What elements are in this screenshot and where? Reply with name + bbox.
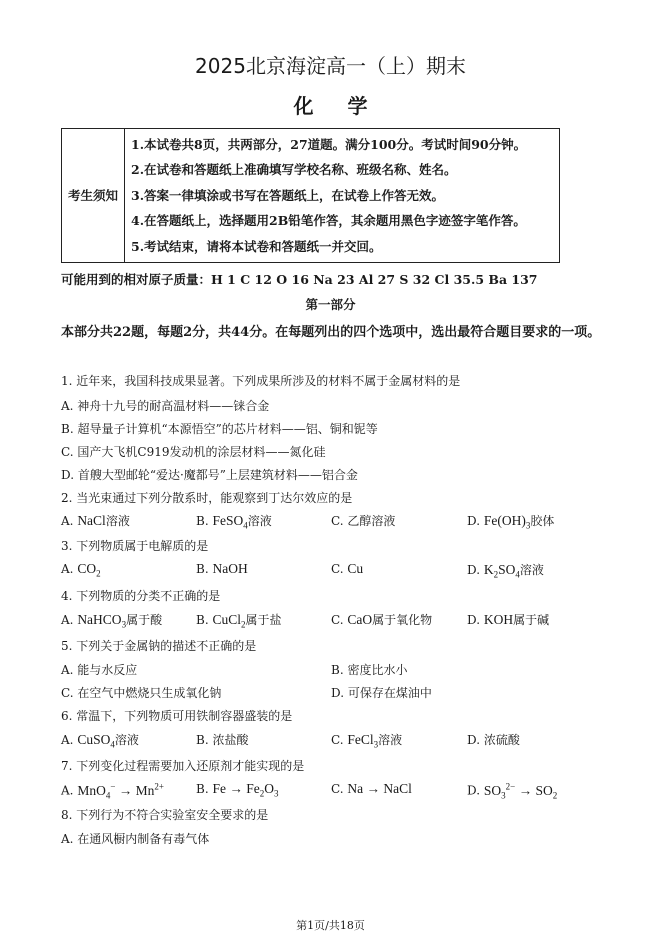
notice-item: 5.考试结束，请将本试卷和答题纸一并交回。 (131, 238, 382, 254)
notice-label: 考生须知 (62, 129, 125, 263)
question-6-option-a: A. CuSO$_4$溶液 (61, 732, 139, 750)
question-1-option-d: D. 首艘大型邮轮“爱达·魔都号”上层建筑材料——铝合金 (61, 468, 358, 482)
page-footer: 第1页/共18页 (296, 919, 365, 932)
notice-item: 3.答案一律填涂或书写在答题纸上，在试卷上作答无效。 (131, 187, 445, 203)
question-2-option-b: B. FeSO$_4$溶液 (196, 513, 272, 531)
question-5-option-a: A. 能与水反应 (61, 663, 138, 677)
question-7-option-a: A. $MnO_4^- \to Mn^{2+}$ (61, 781, 164, 801)
question-7-stem: 7. 下列变化过程需要加入还原剂才能实现的是 (61, 759, 305, 773)
question-4-option-a: A. NaHCO$_3$属于酸 (61, 612, 163, 630)
notice-item: 2.在试卷和答题纸上准确填写学校名称、班级名称、姓名。 (131, 162, 457, 178)
notice-content (125, 129, 560, 263)
part-title: 第一部分 (305, 297, 356, 312)
question-4-option-d: D. KOH属于碱 (467, 612, 550, 627)
notice-item: 4.在答题纸上，选择题用2B铅笔作答，其余题用黑色字迹签字笔作答。 (131, 213, 526, 229)
question-2-option-d: D. $Fe(OH)_3$胶体 (467, 513, 555, 531)
question-3-option-b: B. NaOH (196, 561, 248, 576)
question-6-option-b: B. 浓盐酸 (196, 733, 249, 747)
question-6-option-d: D. 浓硫酸 (467, 733, 520, 747)
question-5-option-d: D. 可保存在煤油中 (331, 686, 432, 700)
exam-title: 2025北京海淀高一（上）期末 (195, 54, 466, 78)
question-4-option-c: C. CaO属于氧化物 (331, 612, 433, 627)
question-2-option-c: C. 乙醇溶液 (331, 514, 396, 528)
question-3-option-a: A. $CO_2$ (61, 561, 101, 579)
question-5-option-b: B. 密度比水小 (331, 663, 408, 677)
question-6-option-c: C. FeCl$_3$溶液 (331, 732, 403, 750)
subject-title: 化学 (293, 94, 402, 118)
question-2-stem: 2. 当光束通过下列分散系时，能观察到丁达尔效应的是 (61, 491, 353, 505)
question-1-option-b: B. 超导量子计算机“本源悟空”的芯片材料——铝、铜和铌等 (61, 422, 378, 436)
notice-item: 1.本试卷共8页，共两部分，27道题。满分100分。考试时间90分钟。 (131, 137, 527, 152)
question-3-stem: 3. 下列物质属于电解质的是 (61, 539, 209, 553)
question-1-stem: 1. 近年来，我国科技成果显著。下列成果所涉及的材料不属于金属材料的是 (61, 374, 461, 388)
question-4-option-b: B. CuCl$_2$属于盐 (196, 612, 282, 630)
question-1-option-a: A. 神舟十九号的耐高温材料——铼合金 (61, 399, 270, 413)
question-5-stem: 5. 下列关于金属钠的描述不正确的是 (61, 639, 257, 653)
question-2-option-a: A. NaCl溶液 (61, 513, 130, 528)
question-7-option-b: B. $Fe \to Fe_2O_3$ (196, 781, 279, 799)
question-8-option-a: A. 在通风橱内制备有毒气体 (61, 832, 210, 846)
question-7-option-d: D. $SO_3^{2-} \to SO_2$ (467, 781, 558, 801)
notice-box (61, 128, 560, 263)
question-3-option-c: C. Cu (331, 561, 364, 576)
question-8-stem: 8. 下列行为不符合实验室安全要求的是 (61, 808, 269, 822)
question-3-option-d: D. $K_2SO_4$溶液 (467, 562, 544, 580)
question-1-option-c: C. 国产大飞机C919发动机的涂层材料——氮化硅 (61, 445, 326, 459)
question-5-option-c: C. 在空气中燃烧只生成氧化钠 (61, 686, 222, 700)
section-instructions: 本部分共22题，每题2分，共44分。在每题列出的四个选项中，选出最符合题目要求的一项。 (61, 325, 601, 340)
atomic-mass-line: 可能用到的相对原子质量：H 1 C 12 O 16 Na 23 Al 27 S 32 Cl 35.5 Ba 137 (61, 272, 538, 287)
question-6-stem: 6. 常温下，下列物质可用铁制容器盛装的是 (61, 709, 293, 723)
question-7-option-c: C. Na → NaCl (331, 781, 412, 796)
question-4-stem: 4. 下列物质的分类不正确的是 (61, 589, 221, 603)
